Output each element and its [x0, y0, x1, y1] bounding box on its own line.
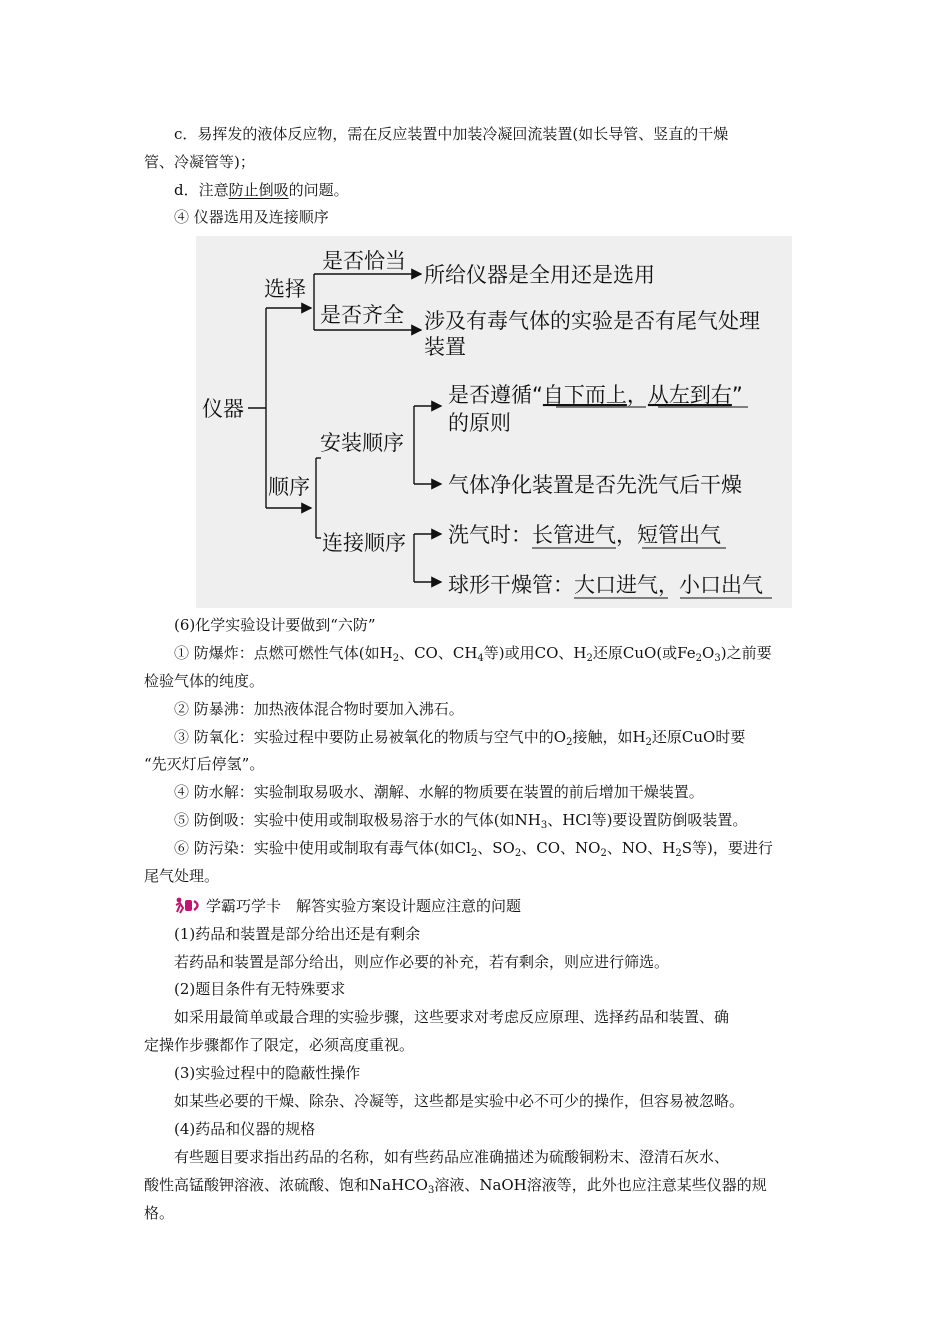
card-t2-line1: 如采用最简单或最合理的实验步骤，这些要求对考虑反应原理、选择药品和装置、确: [174, 1008, 730, 1026]
node-q2: 是否齐全: [320, 303, 404, 327]
card-t2-line2: 定操作步骤都作了限定，必须高度重视。: [144, 1036, 415, 1054]
instrument-tree-diagram: [196, 236, 792, 608]
item-d: d．注意防止倒吸的问题。: [174, 181, 349, 199]
card-h4: (4)药品和仪器的规格: [174, 1120, 316, 1138]
six-p4: ④ 防水解：实验制取易吸水、潮解、水解的物质要在装置的前后增加干燥装置。: [174, 783, 704, 801]
node-install-result1-line2: 的原则: [448, 411, 511, 435]
node-order: 顺序: [268, 475, 310, 499]
node-root: 仪器: [202, 397, 244, 421]
item-4-heading: ④ 仪器选用及连接顺序: [174, 208, 329, 226]
six-p6-line2: 尾气处理。: [144, 867, 220, 885]
study-card-logo-icon: [174, 896, 204, 914]
card-t3: 如某些必要的干燥、除杂、冷凝等，这些都是实验中必不可少的操作，但容易被忽略。: [174, 1092, 745, 1110]
six-p3-line2: “先灭灯后停氢”。: [144, 755, 265, 773]
six-p1-line1: ① 防爆炸：点燃可燃性气体(如$H_2$、CO、$CH_4$等)或用CO、$H_2$还原CuO(或$Fe_2O_3$)之前要: [174, 644, 772, 664]
card-t4-line1: 有些题目要求指出药品的名称，如有些药品应准确描述为硫酸铜粉末、澄清石灰水、: [174, 1148, 730, 1166]
six-p6-line1: ⑥ 防污染：实验中使用或制取有毒气体(如$Cl_2$、$SO_2$、CO、$NO_2$、NO、$H_2S$等)，要进行: [174, 839, 773, 859]
card-h1: (1)药品和装置是部分给出还是有剩余: [174, 925, 421, 943]
card-t1: 若药品和装置是部分给出，则应作必要的补充，若有剩余，则应进行筛选。: [174, 953, 670, 971]
card-t4-line2: 酸性高锰酸钾溶液、浓硫酸、饱和NaHCO$_3$溶液、NaOH溶液等，此外也应注意某些仪器的规: [144, 1176, 767, 1196]
six-p2: ② 防暴沸：加热液体混合物时要加入沸石。: [174, 700, 464, 718]
item-c-line1: c．易挥发的液体反应物，需在反应装置中加装冷凝回流装置(如长导管、竖直的干燥: [174, 125, 729, 143]
node-select: 选择: [264, 277, 306, 301]
underlined-term: 防止倒吸: [228, 181, 289, 199]
node-q2-result-line1: 涉及有毒气体的实验是否有尾气处理: [424, 309, 760, 333]
node-connect-result1: 洗气时：长管进气，短管出气: [448, 523, 721, 547]
six-p1-line2: 检验气体的纯度。: [144, 672, 265, 690]
node-q1-result: 所给仪器是全用还是选用: [424, 263, 655, 287]
node-q1: 是否恰当: [322, 249, 406, 273]
six-p3-line1: ③ 防氧化：实验过程中要防止易被氧化的物质与空气中的$O_2$接触，如$H_2$还原CuO时要: [174, 728, 746, 748]
six-p5: ⑤ 防倒吸：实验中使用或制取极易溶于水的气体(如$NH_3$、HCl等)要设置防倒吸装置。: [174, 811, 748, 831]
node-install: 安装顺序: [320, 431, 404, 455]
card-t4-line3: 格。: [144, 1204, 175, 1222]
card-h3: (3)实验过程中的隐蔽性操作: [174, 1064, 361, 1082]
diagram-svg: [196, 236, 792, 608]
card-title: 学霸巧学卡 解答实验方案设计题应注意的问题: [206, 897, 522, 915]
card-h2: (2)题目条件有无特殊要求: [174, 980, 346, 998]
six-title: (6)化学实验设计要做到“六防”: [174, 616, 376, 634]
node-install-result1: 是否遵循“自下而上，从左到右”: [448, 383, 743, 407]
node-connect: 连接顺序: [322, 531, 406, 555]
node-connect-result2: 球形干燥管：大口进气，小口出气: [448, 573, 763, 597]
node-install-result2: 气体净化装置是否先洗气后干燥: [448, 473, 742, 497]
item-c-line2: 管、冷凝管等)；: [144, 153, 255, 171]
node-q2-result-line2: 装置: [424, 335, 466, 359]
